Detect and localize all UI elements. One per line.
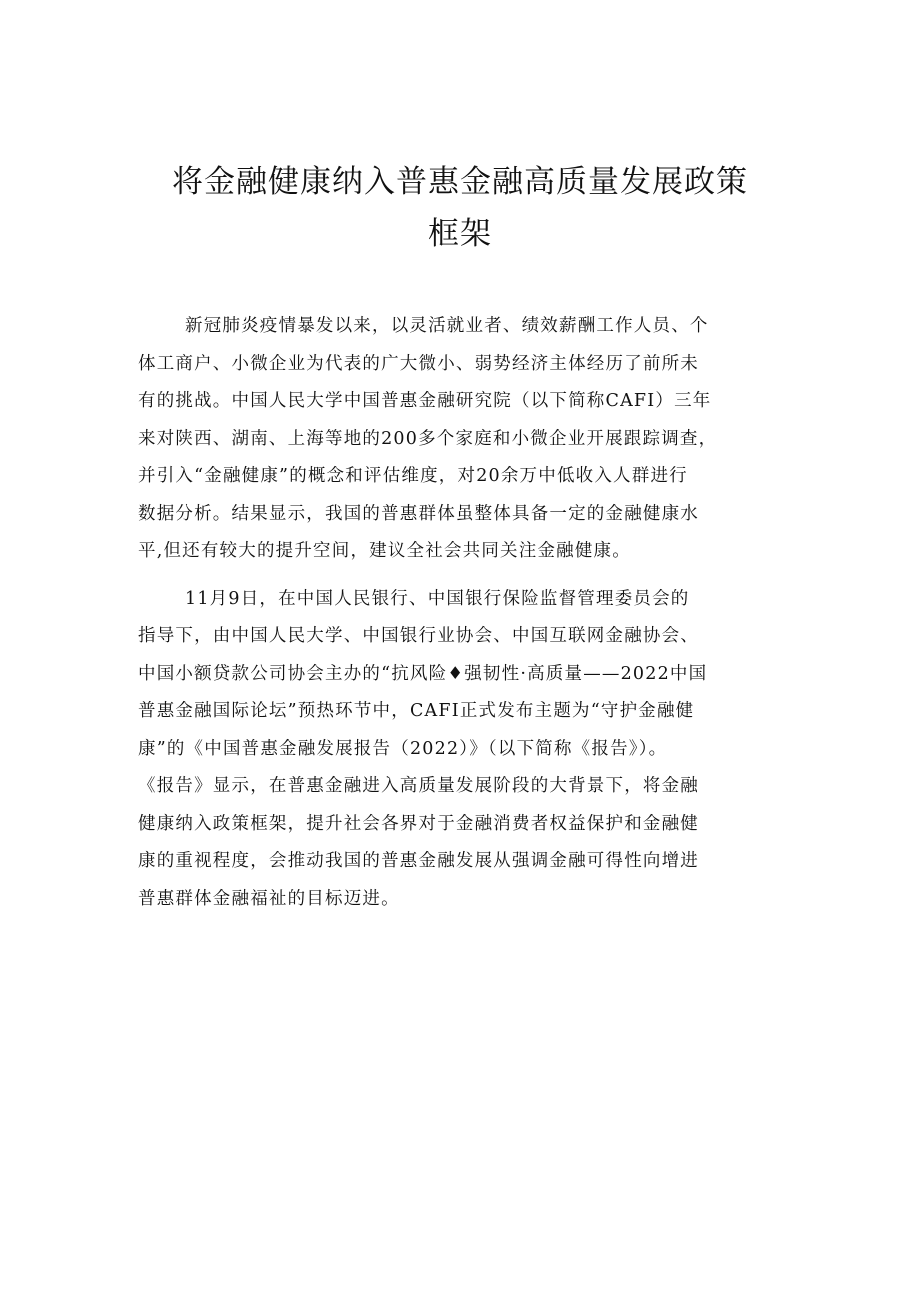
paragraph-line: 普惠群体金融福祉的目标迈进。 <box>138 888 400 909</box>
paragraph-line: 《报告》显示，在普惠金融进入高质量发展阶段的大背景下，将金融 <box>138 776 699 796</box>
paragraph-line: 中国小额贷款公司协会主办的“抗风险♦强韧性·高质量——2022中国 <box>138 663 708 684</box>
paragraph-1 <box>138 308 798 571</box>
paragraph-line: 并引入“金融健康”的概念和评估维度，对20余万中低收入人群进行 <box>138 466 688 486</box>
paragraph-line: 新冠肺炎疫情暴发以来，以灵活就业者、绩效薪酬工作人员、个 <box>185 316 709 336</box>
document-title <box>140 156 780 260</box>
paragraph-line: 康的重视程度，会推动我国的普惠金融发展从强调金融可得性向增进 <box>138 851 699 871</box>
paragraph-line: 有的挑战。中国人民大学中国普惠金融研究院（以下简称CAFI）三年 <box>138 391 712 411</box>
title-line: 框架 <box>428 216 492 252</box>
paragraph-line: 体工商户、小微企业为代表的广大微小、弱势经济主体经历了前所未 <box>138 353 699 374</box>
paragraph-line: 平,但还有较大的提升空间，建议全社会共同关注金融健康。 <box>138 541 631 561</box>
paragraph-line: 来对陕西、湖南、上海等地的200多个家庭和小微企业开展跟踪调查， <box>138 428 718 449</box>
paragraph-line: 指导下，由中国人民大学、中国银行业协会、中国互联网金融协会、 <box>138 626 699 646</box>
paragraph-line: 康”的《中国普惠金融发展报告（2022）》（以下简称《报告》）。 <box>138 738 668 759</box>
paragraph-line: 数据分析。结果显示，我国的普惠群体虽整体具备一定的金融健康水 <box>138 503 699 524</box>
document-body <box>138 308 798 918</box>
paragraph-line: 11月9日，在中国人民银行、中国银行保险监督管理委员会的 <box>185 588 690 609</box>
paragraph-line: 健康纳入政策框架，提升社会各界对于金融消费者权益保护和金融健 <box>138 813 699 834</box>
paragraph-2 <box>138 581 798 919</box>
paragraph-line: 普惠金融国际论坛”预热环节中，CAFI正式发布主题为“守护金融健 <box>138 701 695 721</box>
title-line: 将金融健康纳入普惠金融高质量发展政策 <box>172 164 748 200</box>
